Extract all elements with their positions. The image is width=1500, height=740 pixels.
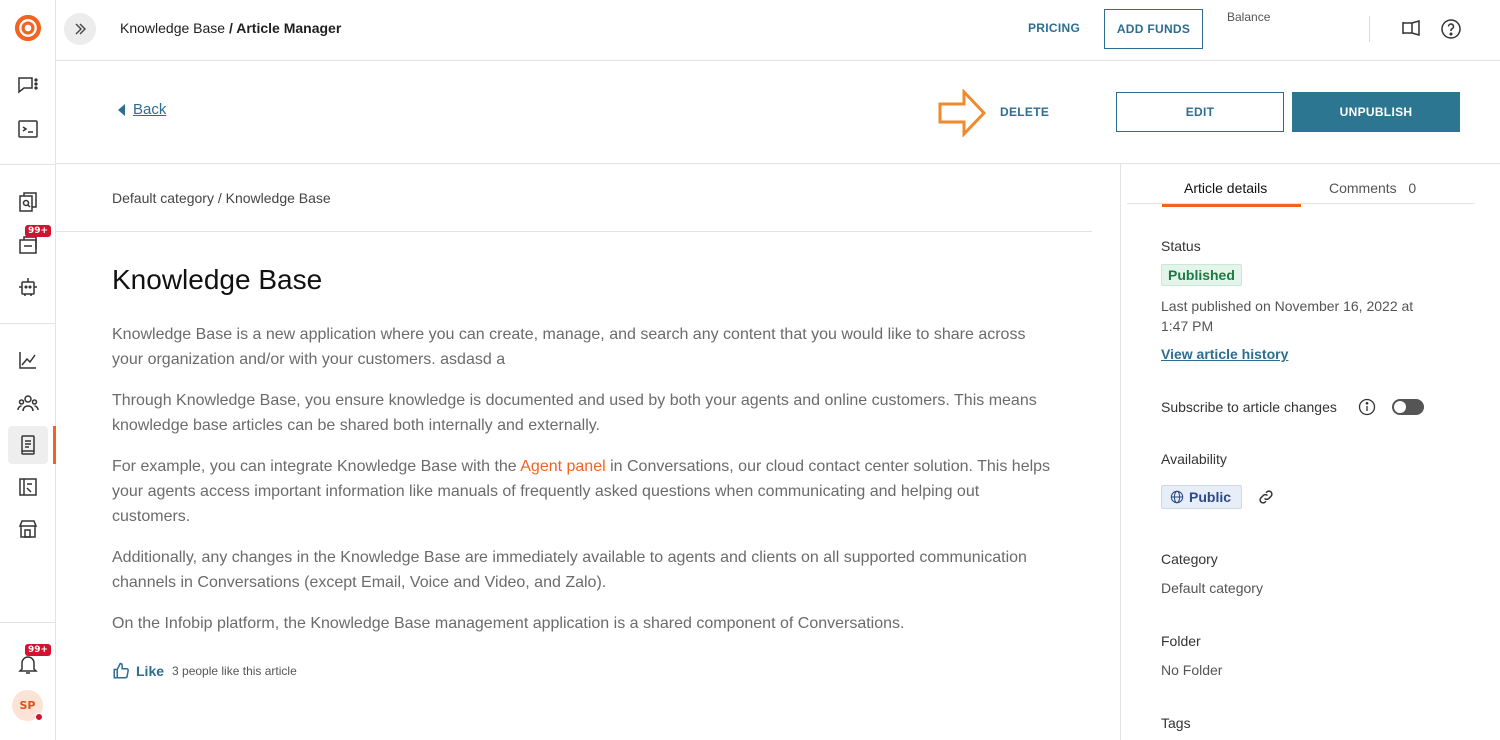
view-article-history-link[interactable]: View article history <box>1161 346 1289 362</box>
article-paragraph <box>112 454 1052 529</box>
subscribe-label: Subscribe to article changes <box>1161 399 1337 415</box>
folder-label: Folder <box>1161 633 1201 649</box>
like-row <box>112 662 297 680</box>
knowledge-base-icon[interactable] <box>14 431 42 459</box>
back-label: Back <box>133 101 167 118</box>
terminal-icon[interactable] <box>14 115 42 143</box>
tags-label: Tags <box>1161 715 1191 731</box>
content-divider <box>56 231 1092 232</box>
avatar-status-dot <box>35 713 43 721</box>
breadcrumb-current: Article Manager <box>236 20 342 36</box>
documents-search-icon[interactable] <box>14 188 42 216</box>
tab-article-details[interactable]: Article details <box>1184 180 1268 196</box>
back-link[interactable] <box>118 101 166 118</box>
add-funds-button[interactable]: ADD FUNDS <box>1104 9 1203 49</box>
details-tabs <box>1127 164 1475 204</box>
article-paragraph: On the Infobip platform, the Knowledge Base management application is a shared component of Conversations. <box>112 615 905 632</box>
tasks-badge: 99+ <box>25 225 51 237</box>
article-content <box>56 164 1120 740</box>
breadcrumb-separator: / <box>225 20 237 36</box>
paragraph-text: For example, you can integrate Knowledge Base with the <box>112 458 521 475</box>
tab-comments-label: Comments <box>1329 180 1397 196</box>
availability-label: Availability <box>1161 451 1227 467</box>
back-arrow-icon <box>118 104 125 116</box>
category-value: Default category <box>1161 580 1263 596</box>
folder-value: No Folder <box>1161 662 1223 678</box>
bot-icon[interactable] <box>14 273 42 301</box>
copy-link-icon[interactable] <box>1257 488 1275 506</box>
pricing-link[interactable]: PRICING <box>1028 21 1081 35</box>
notifications-badge: 99+ <box>25 644 51 656</box>
people-icon[interactable] <box>14 389 42 417</box>
availability-badge <box>1161 485 1242 509</box>
thumbs-up-icon[interactable] <box>112 662 130 680</box>
last-published-time: 1:47 PM <box>1161 318 1214 334</box>
tab-comments[interactable] <box>1329 180 1416 196</box>
article-body <box>112 322 1052 652</box>
conversations-chat-icon[interactable] <box>14 72 42 100</box>
active-tab-underline <box>1162 204 1301 207</box>
status-badge: Published <box>1161 264 1242 286</box>
analytics-chart-icon[interactable] <box>14 346 42 374</box>
unpublish-button[interactable]: UNPUBLISH <box>1292 92 1460 132</box>
article-paragraph: Additionally, any changes in the Knowledge Base are immediately available to agents and clients on all supported communication channels in Conversations (except Email, Voice and Video, and Zalo). <box>112 549 1027 591</box>
paragraph-text: in Conversations, our cloud contact center solution. This helps your agents access important information like manuals of frequently asked questions when communicating and helping out customers. <box>112 458 1051 525</box>
status-label: Status <box>1161 238 1201 254</box>
help-question-icon[interactable] <box>1439 17 1463 41</box>
infobip-logo-icon[interactable] <box>14 14 42 42</box>
like-button[interactable]: Like <box>136 663 165 679</box>
announcements-megaphone-icon[interactable] <box>1399 17 1423 41</box>
top-bar <box>56 0 1500 61</box>
comments-count: 0 <box>1408 180 1417 196</box>
article-action-bar <box>56 61 1500 164</box>
like-count: 3 people like this article <box>172 664 297 678</box>
balance-label: Balance <box>1227 10 1271 24</box>
header-divider <box>1369 16 1370 42</box>
last-published-text: Last published on November 16, 2022 at <box>1161 298 1414 314</box>
info-icon[interactable] <box>1358 398 1376 416</box>
expand-sidebar-button[interactable] <box>64 13 96 45</box>
article-details-panel <box>1120 164 1500 740</box>
header-breadcrumb <box>120 20 341 36</box>
left-navigation-rail <box>0 0 56 740</box>
agent-panel-link[interactable]: Agent panel <box>520 458 606 475</box>
double-chevron-right-icon <box>72 21 88 37</box>
breadcrumb-root[interactable]: Knowledge Base <box>120 20 226 36</box>
article-paragraph: Knowledge Base is a new application where you can create, manage, and search any content that you would like to share across your organization and/or with your customers. asdasd a <box>112 326 1026 368</box>
article-paragraph: Through Knowledge Base, you ensure knowledge is documented and used by both your agents and online customers. This means knowledge base articles can be shared both internally and externally. <box>112 392 1037 434</box>
store-icon[interactable] <box>14 515 42 543</box>
category-label: Category <box>1161 551 1218 567</box>
availability-value: Public <box>1189 489 1232 505</box>
exports-list-icon[interactable] <box>14 473 42 501</box>
category-breadcrumb: Default category / Knowledge Base <box>112 190 331 206</box>
edit-button[interactable]: EDIT <box>1116 92 1284 132</box>
article-title: Knowledge Base <box>112 264 323 295</box>
user-avatar[interactable]: SP <box>12 690 43 721</box>
subscribe-toggle[interactable] <box>1392 399 1424 415</box>
globe-icon <box>1170 490 1184 504</box>
annotation-arrow-icon <box>938 89 988 137</box>
toggle-knob <box>1394 401 1406 413</box>
delete-button[interactable]: DELETE <box>1000 105 1050 119</box>
